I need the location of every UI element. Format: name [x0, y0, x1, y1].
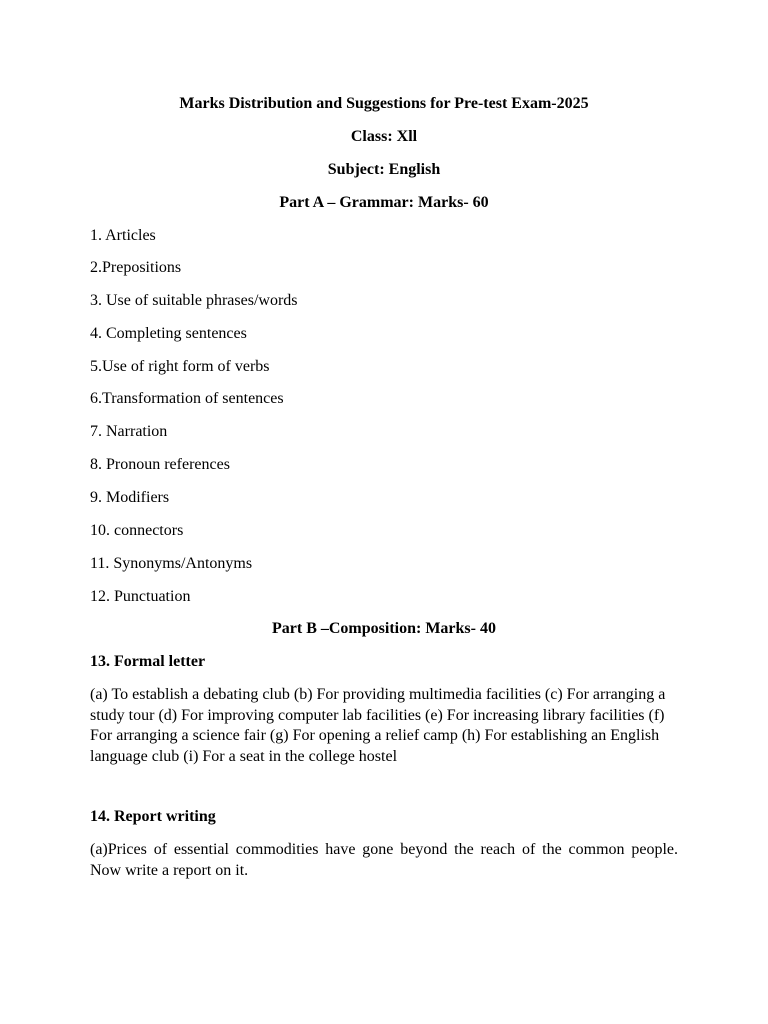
part-a-item-narration: 7. Narration: [90, 423, 168, 440]
part-a-heading: Part A – Grammar: Marks- 60: [279, 194, 489, 211]
part-a-item-completing-sentences: 4. Completing sentences: [90, 325, 247, 342]
part-a-item-punctuation: 12. Punctuation: [90, 588, 191, 605]
q14-body: (a)Prices of essential commodities have gone beyond the reach of the common people. Now write a report on it.: [90, 841, 678, 879]
class-line: Class: Xll: [350, 128, 418, 145]
part-a-item-verbs: 5.Use of right form of verbs: [90, 358, 270, 375]
part-a-item-connectors: 10. connectors: [90, 522, 184, 539]
subject-line: Subject: English: [327, 161, 441, 178]
part-b-heading: Part B –Composition: Marks- 40: [272, 620, 496, 637]
part-a-item-articles: 1. Articles: [90, 227, 156, 244]
q13-heading: 13. Formal letter: [90, 653, 206, 670]
q14-heading: 14. Report writing: [90, 808, 216, 825]
part-a-item-transformation: 6.Transformation of sentences: [90, 390, 284, 407]
document-title: Marks Distribution and Suggestions for Pre-test Exam-2025: [179, 95, 589, 112]
part-a-item-pronoun: 8. Pronoun references: [90, 456, 230, 473]
part-a-item-modifiers: 9. Modifiers: [90, 489, 170, 506]
part-a-item-synonyms: 11. Synonyms/Antonyms: [90, 555, 253, 572]
q13-body: (a) To establish a debating club (b) For providing multimedia facilities (c) For arranging a study tour (d) For improving computer lab facilities (e) For increasing library facilities (f) For arranging a science fair (g) For opening a relief camp (h) For establishing an English language club (i) For a seat in the college hostel: [90, 686, 666, 765]
part-a-item-phrases: 3. Use of suitable phrases/words: [90, 292, 298, 309]
part-a-item-prepositions: 2.Prepositions: [90, 259, 182, 276]
